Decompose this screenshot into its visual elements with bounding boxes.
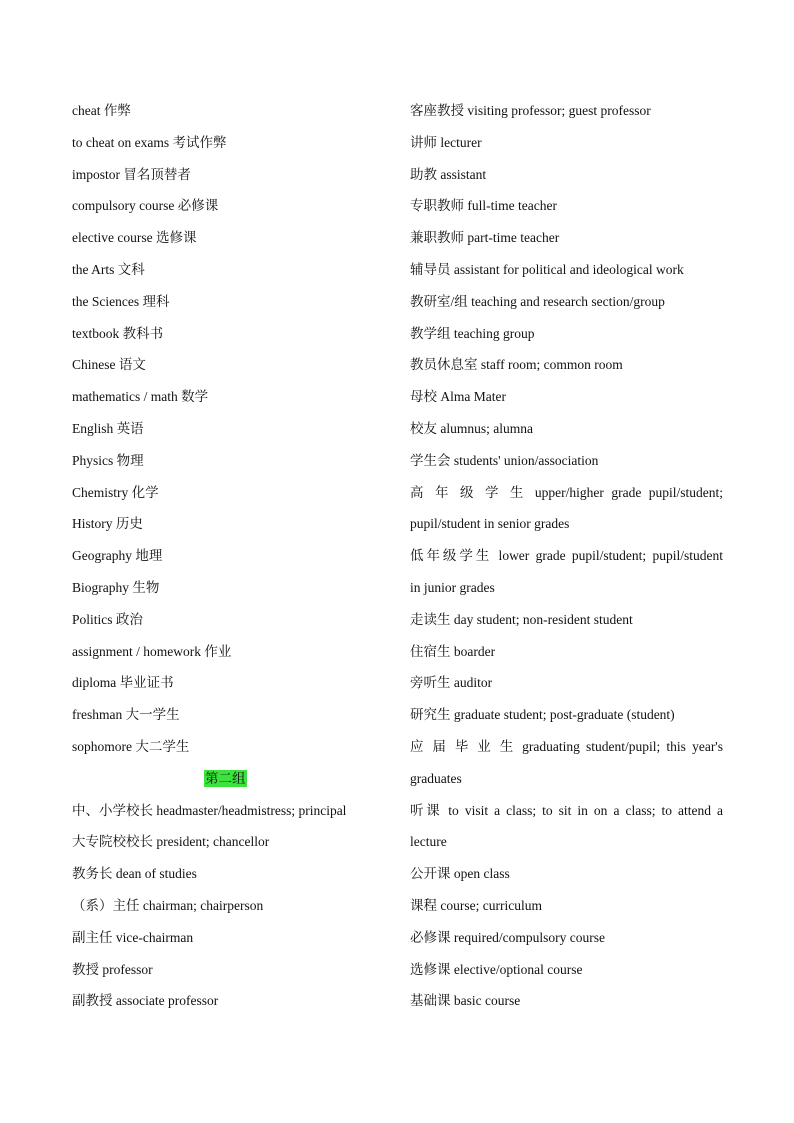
vocab-entry: 教务长 dean of studies: [72, 866, 197, 882]
vocab-entry: 辅导员 assistant for political and ideological work: [410, 261, 684, 277]
vocab-entry: 必修课 required/compulsory course: [410, 929, 605, 945]
vocab-entry: diploma 毕业证书: [72, 675, 174, 691]
right-column: [410, 95, 723, 1017]
vocab-entry: 讲师 lecturer: [410, 134, 482, 150]
vocab-entry: 副主任 vice-chairman: [72, 929, 194, 945]
vocab-entry: 专职教师 full-time teacher: [410, 198, 557, 214]
vocab-entry: 副教授 associate professor: [72, 993, 219, 1009]
vocab-entry: 听课 to visit a class; to sit in on a class; to attend a: [410, 802, 723, 818]
vocab-entry: 基础课 basic course: [410, 993, 521, 1009]
vocab-entry: impostor 冒名顶替者: [72, 166, 191, 182]
vocab-entry: 研究生 graduate student; post-graduate (student): [410, 707, 675, 723]
group-heading-line: [72, 763, 372, 795]
vocab-entry: 教员休息室 staff room; common room: [410, 357, 623, 373]
vocab-entry: 低年级学生 lower grade pupil/student; pupil/student: [410, 548, 723, 564]
vocab-entry: 住宿生 boarder: [410, 643, 496, 659]
group-heading: 第二组: [205, 770, 246, 786]
vocab-entry: 大专院校校长 president; chancellor: [72, 834, 270, 850]
vocab-entry: 学生会 students' union/association: [410, 452, 599, 468]
vocab-entry: 中、小学校长 headmaster/headmistress; principal: [72, 802, 347, 818]
vocab-entry: freshman 大一学生: [72, 707, 180, 723]
vocab-entry: 课程 course; curriculum: [410, 897, 542, 913]
vocab-entry: （系）主任 chairman; chairperson: [72, 897, 264, 913]
vocab-entry: textbook 教科书: [72, 325, 164, 341]
vocab-entry: Politics 政治: [72, 611, 143, 627]
vocab-entry: the Sciences 理科: [72, 293, 170, 309]
vocab-entry: cheat 作弊: [72, 103, 131, 118]
vocab-entry: 兼职教师 part-time teacher: [410, 230, 560, 246]
vocab-entry: 旁听生 auditor: [410, 675, 493, 691]
vocab-entry: 教授 professor: [72, 961, 153, 977]
vocab-entry: 选修课 elective/optional course: [410, 961, 583, 977]
vocab-entry: 走读生 day student; non-resident student: [410, 611, 633, 627]
vocab-entry: Physics 物理: [72, 452, 144, 468]
vocab-entry-continuation: in junior grades: [410, 579, 495, 595]
vocab-entry: Geography 地理: [72, 548, 163, 564]
vocab-entry: 客座教授 visiting professor; guest professor: [410, 103, 651, 118]
vocab-entry: 校友 alumnus; alumna: [410, 420, 533, 436]
vocab-entry: History 历史: [72, 516, 143, 532]
vocab-entry: 母校 Alma Mater: [410, 389, 506, 405]
vocab-entry: Biography 生物: [72, 579, 160, 595]
vocab-entry-continuation: pupil/student in senior grades: [410, 516, 570, 532]
vocab-entry: 助教 assistant: [410, 166, 487, 182]
vocab-entry: Chinese 语文: [72, 357, 146, 373]
vocab-entry: 公开课 open class: [410, 866, 510, 882]
vocab-entry: 应 届 毕 业 生 graduating student/pupil; this year's: [410, 738, 723, 754]
vocab-entry: 教研室/组 teaching and research section/group: [410, 293, 665, 309]
vocab-entry: mathematics / math 数学: [72, 389, 209, 405]
vocab-entry-continuation: graduates: [410, 770, 462, 786]
vocab-entry: elective course 选修课: [72, 230, 197, 246]
vocab-entry: 教学组 teaching group: [410, 325, 535, 341]
left-column: [72, 95, 372, 1017]
vocab-entry: sophomore 大二学生: [72, 738, 190, 754]
vocab-entry: the Arts 文科: [72, 261, 145, 277]
vocab-entry: assignment / homework 作业: [72, 643, 232, 659]
vocab-entry-continuation: lecture: [410, 834, 447, 850]
vocab-entry: Chemistry 化学: [72, 484, 159, 500]
vocab-entry: English 英语: [72, 420, 144, 436]
vocab-entry: 高 年 级 学 生 upper/higher grade pupil/student;: [410, 484, 723, 500]
vocab-entry: compulsory course 必修课: [72, 198, 219, 214]
vocab-entry: to cheat on exams 考试作弊: [72, 134, 227, 150]
